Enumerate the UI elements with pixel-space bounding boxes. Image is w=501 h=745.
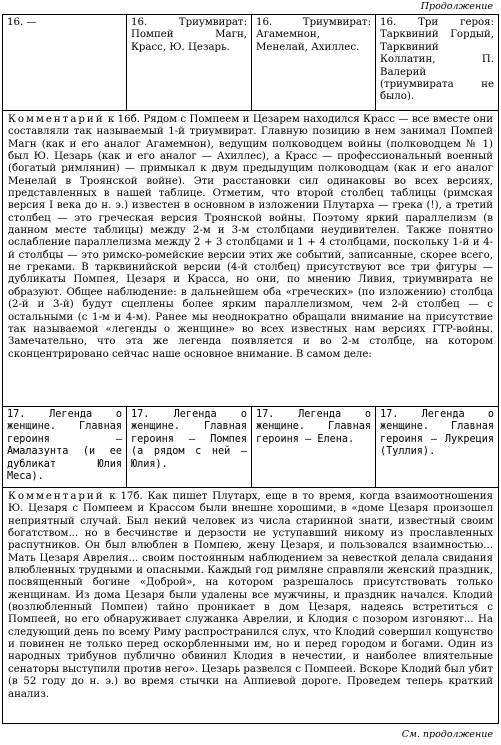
commentary-16b-text: к 16б. Рядом с Помпеем и Цезарем находился Красс — все вместе они составляли так называемый 1-й триумвират. Главную позицию в нем занимал Помпей Магн (как и его аналог Агамемнон), ведущим полководцем войны (полководцем № 1) был Ю. Цезарь (как и его аналог — Ахиллес), а Красс — профессиональный военный (богатый римлянин) — примыкал к двум предыдущим полководцам (как и его аналог Менелай в Троянской войне). Эти расстановки сил одинаковы во всех версиях, представленных в нашей таблице. Отметим, что второй столбец таблицы (римская версия I века до н. э.) известен в основном в изложении Плутарха — грека (!), а третий столбец — это греческая версия Троянской войны. Поэтому яркий параллелизм (в данном месте таблицы) между 2-м и 3-м столбцами неудивителен. Также понятно ослабление параллелизма между 2 + 3 столбцами и 1 + 4 столбцами, поскольку 1-й и 4-й столбцы — это римско-ромейские версии этих же событий, записанные, скорее всего, не греками. В тарквинийской версии (4-й столбец) присутствуют все три фигуры — дубликаты Помпея, Цезаря и Красса, но они, по мнению Ливия, триумвирата не образуют. Общее наблюдение: в дальнейшем оба «греческих» (по изложению) столбца (2-й и 3-й) будут сцеплены более ярким параллелизмом, чем 2-й столбец — с остальными (с 1-м и 4-м). Ранее мы неоднократно обращали внимание на присутствие так называемой «легенды о женщине» во всех известных нам версиях ГТР-войны. Замечательно, что эта же легенда появляется и во 2-м столбце, на котором сконцентрировано сейчас наше основное внимание. В самом деле: bbox=[8, 114, 493, 360]
commentary-17b bbox=[3, 488, 498, 724]
row17-column2-cell: 17. Легенда о женщине. Главная героиня — Помпея (а рядом с ней — Юлия). bbox=[127, 407, 252, 487]
row16-column1-cell: 16. — bbox=[3, 15, 127, 110]
commentary-16b-label: Комментарий bbox=[8, 114, 105, 125]
row17-column1-cell: 17. Легенда о женщине. Главная героиня — Амалазунта (и ее дубликат Юлия Меса). bbox=[3, 407, 127, 487]
row16-column3-cell: 16. Триумвират: Агамемнон, Менелай, Ахиллес. bbox=[252, 15, 376, 110]
continuation-bottom-label: См. продолжение bbox=[401, 729, 493, 740]
row16-column4-cell: 16. Три героя: Тарквиний Гордый, Тарквиний Коллатин, П. Валерий (триумвирата не было). bbox=[380, 17, 494, 103]
commentary-16b bbox=[3, 111, 498, 407]
comparison-table bbox=[2, 14, 499, 724]
continuation-top-label: Продолжение bbox=[420, 1, 493, 12]
row17-column3-cell: 17. Легенда о женщине. Главная героиня — Елена. bbox=[252, 407, 376, 487]
commentary-17b-text: к 17б. Как пишет Плутарх, еще в то время, когда взаимоотношения Ю. Цезаря с Помпеем и Крассом были внешне хорошими, в «доме Цезаря произошел неприятный случай. Был некий человек из числа старинной знати, известный своим богатством... но в бесчинстве и дерзости не уступавший никому из прославленных распутников. Он был влюблен в Помпею, жену Цезаря, и пользовался взаимностью... Мать Цезаря Аврелия... своим постоянным наблюдением за невесткой делала свидания влюбленных трудными и опасными. Каждый год римляне справляли женский праздник, посвященный богине «Доброй», на котором разрешалось присутствовать только женщинам. Из дома Цезаря были удалены все мужчины, и праздник начался. Клодий (возлюбленный Помпеи) тайно проникает в дом Цезаря, надеясь встретиться с Помпеей, но его обнаруживает служанка Аврелии, и Клодия с позором изгоняют... На следующий день по всему Риму распространился слух, что Клодий совершил кощунство и повинен не только перед оскорбленными им, но и перед городом и богами. Один из народных трибунов публично обвинил Клодия в нечестии, и наиболее влиятельные сенаторы выступили против него». Цезарь развелся с Помпеей. Вскоре Клодий был убит (в 52 году до н. э.) во время стычки на Аппиевой дороге. Проведем теперь краткий анализ. bbox=[8, 491, 493, 700]
row17-column4-cell: 17. Легенда о женщине. Главная героиня — Лукреция (Туллия). bbox=[380, 409, 494, 458]
table-row-16 bbox=[3, 15, 498, 111]
commentary-17b-label: Комментарий bbox=[8, 491, 105, 502]
table-row-17 bbox=[3, 407, 498, 488]
row16-column2-cell: 16. Триумвират: Помпей Магн, Красс, Ю. Цезарь. bbox=[127, 15, 252, 110]
